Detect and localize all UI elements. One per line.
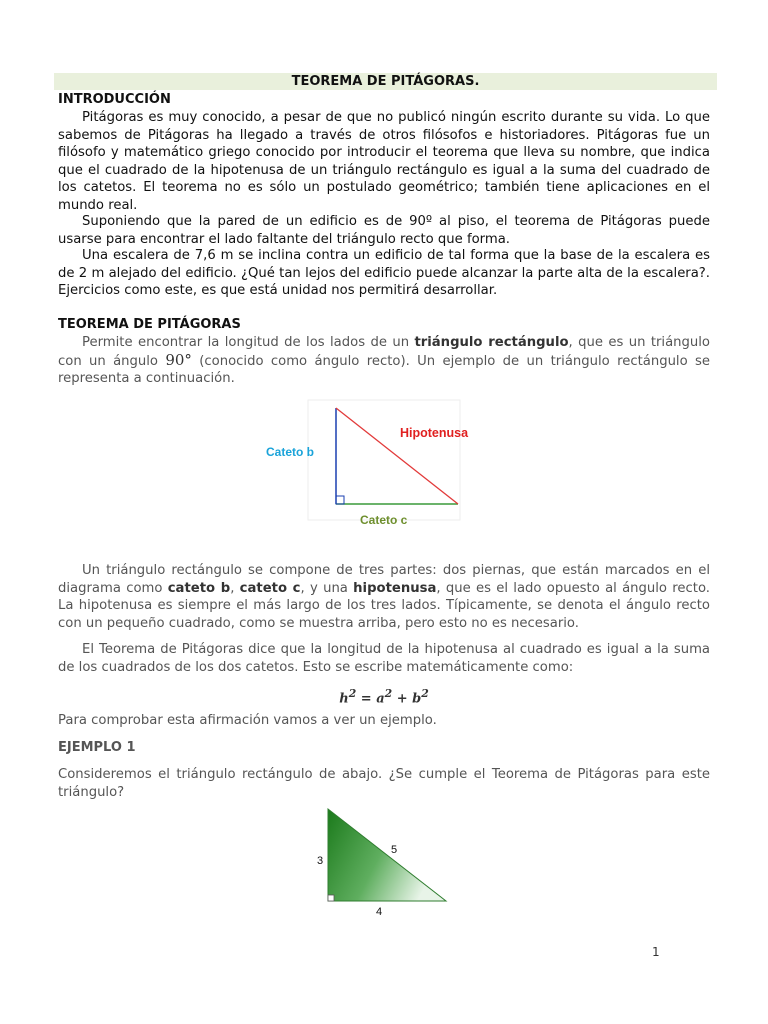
example-text: Consideremos el triángulo rectángulo de abajo. ¿Se cumple el Teorema de Pitágoras para este triángulo? (58, 767, 710, 800)
statement-paragraph: El Teorema de Pitágoras dice que la longitud de la hipotenusa al cuadrado es igual a la suma de los cuadrados de los dos catetos. Esto se escribe matemáticamente como: (58, 642, 710, 675)
text-run: , que es un triángulo con un ángulo (58, 335, 710, 369)
theorem-paragraph (58, 334, 710, 388)
page-number: 1 (652, 945, 660, 959)
side-left-label: 3 (317, 855, 324, 867)
right-triangle-diagram (240, 398, 500, 532)
bold-term-hipotenusa: hipotenusa (353, 580, 437, 596)
angle-value: 90° (165, 350, 192, 369)
formula-exp: 2 (421, 687, 429, 700)
pythagoras-formula (0, 687, 768, 706)
example-heading: EJEMPLO 1 (58, 740, 136, 755)
green-triangle (328, 809, 446, 901)
formula-equals: = (356, 691, 377, 707)
label-cateto-b: Cateto b (266, 445, 314, 459)
formula-b: b (412, 691, 422, 707)
theorem-heading: TEOREMA DE PITÁGORAS (58, 317, 241, 332)
intro-heading: INTRODUCCIÓN (58, 92, 171, 107)
formula-exp: 2 (384, 687, 393, 700)
example-triangle-diagram (306, 800, 466, 924)
right-angle-square (328, 895, 334, 901)
document-title: TEOREMA DE PITÁGORAS. (291, 74, 480, 89)
diagram-frame (308, 400, 460, 520)
text-run: , y una (300, 580, 354, 596)
parts-paragraph (58, 562, 710, 632)
label-cateto-c: Cateto c (360, 513, 408, 527)
side-hypotenuse-label: 5 (391, 844, 398, 856)
check-sentence: Para comprobar esta afirmación vamos a ver un ejemplo. (58, 713, 437, 728)
text-run: (conocido como ángulo recto). Un ejemplo de un triángulo rectángulo se representa a continuación. (58, 353, 710, 386)
bold-term-cateto-b: cateto b (167, 580, 231, 596)
formula-plus: + (392, 691, 413, 707)
formula-h: h (339, 691, 349, 707)
bold-term-triangulo-rectangulo: triángulo rectángulo (414, 335, 569, 350)
intro-paragraph-2: Suponiendo que la pared de un edificio es de 90º al piso, el teorema de Pitágoras puede usarse para encontrar el lado faltante del triángulo recto que forma. (58, 214, 710, 247)
intro-paragraph-1: Pitágoras es muy conocido, a pesar de que no publicó ningún escrito durante su vida. Lo que sabemos de Pitágoras ha llegado a través de otros filósofos e historiadores. Pitágoras fue un filósofo y matemático griego conocido por introducir el teorema que lleva su nombre, que indica que el cuadrado de la hipotenusa de un triángulo rectángulo es igual a la suma del cuadrado de los catetos. El teorema no es sólo un postulado geométrico; también tiene aplicaciones en el mundo real. (58, 110, 710, 213)
text-run: , (230, 580, 240, 596)
intro-paragraph-3: Una escalera de 7,6 m se inclina contra un edificio de tal forma que la base de la escalera es de 2 m alejado del edificio. ¿Qué tan lejos del edificio puede alcanzar la parte alta de la escalera?. Ejercicios como este, es que está unidad nos permitirá desarrollar. (58, 248, 710, 298)
text-run: , que es el lado opuesto al ángulo recto. La hipotenusa es siempre el más largo de los tres lados. Típicamente, se denota el ángulo recto con un pequeño cuadrado, como se muestra arriba, pero esto no es necesario. (58, 580, 710, 631)
side-bottom-label: 4 (376, 906, 383, 918)
formula-exp: 2 (348, 687, 357, 700)
formula-a: a (376, 691, 385, 707)
text-run: Permite encontrar la longitud de los lados de un (82, 335, 415, 350)
text-run: Un triángulo rectángulo se compone de tres partes: dos piernas, que están marcados en el diagrama como (58, 563, 710, 596)
label-hipotenusa: Hipotenusa (400, 426, 469, 440)
bold-term-cateto-c: cateto c (239, 580, 301, 596)
